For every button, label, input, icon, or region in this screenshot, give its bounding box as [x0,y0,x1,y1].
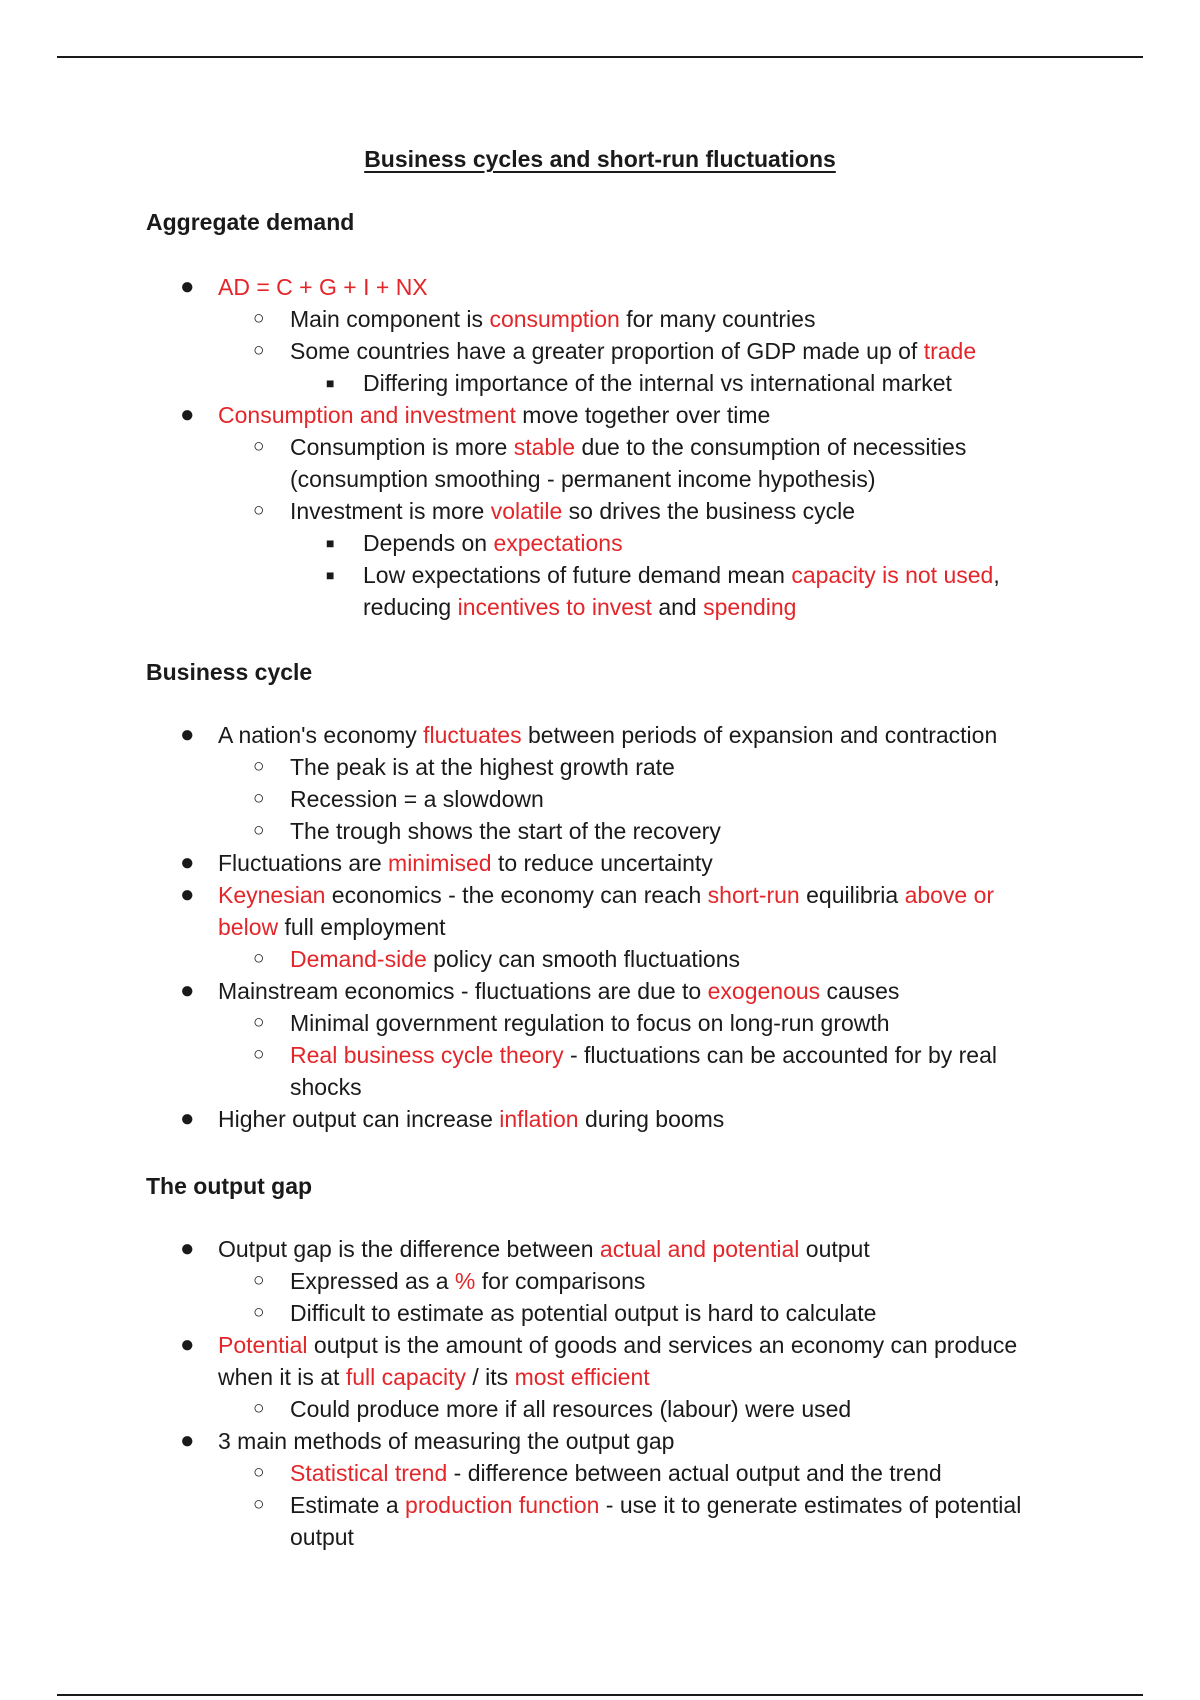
bullet-circle-icon: ○ [253,1302,265,1323]
highlighted-term: Consumption and investment [218,402,516,428]
item-text: to reduce uncertainty [491,850,713,876]
bullet-disc-icon: ● [180,881,195,908]
item-text: 3 main methods of measuring the output gap [218,1428,675,1454]
bullet-disc-icon: ● [180,977,195,1004]
section-heading-output-gap: The output gap [146,1173,313,1199]
list-aggregate-demand [0,271,1200,623]
item-text: - use it to generate estimates of potential output [290,1492,1022,1550]
highlighted-term: expectations [493,530,623,556]
list-item [0,399,1058,431]
list-item [0,975,1058,1007]
item-text: The peak is at the highest growth rate [290,754,675,780]
list-item [0,1425,1058,1457]
highlighted-term: volatile [490,498,563,524]
list-item [0,1489,1050,1553]
bullet-circle-icon: ○ [253,820,265,841]
item-text: Depends on [363,530,494,556]
section-heading-aggregate-demand: Aggregate demand [146,209,355,235]
item-text: move together over time [515,402,771,428]
list-business-cycle [0,719,1200,1135]
bullet-disc-icon: ● [180,1331,195,1358]
item-text: Main component is [290,306,490,332]
highlighted-term: Real business cycle theory [290,1042,564,1068]
bullet-circle-icon: ○ [253,1494,265,1515]
item-text: Could produce more if all resources (labour) were used [290,1396,852,1422]
item-text: Difficult to estimate as potential output is hard to calculate [290,1300,877,1326]
list-item [0,1233,1058,1265]
highlighted-term: incentives to invest [457,594,652,620]
list-item [0,367,1043,399]
list-item [0,943,1050,975]
list-item [0,847,1058,879]
item-text: due to the consumption of necessities (consumption smoothing - permanent income hypothesis) [290,434,967,492]
item-text: Investment is more [290,498,491,524]
bullet-disc-icon: ● [180,1105,195,1132]
list-item [0,303,1050,335]
list-item [0,1039,1050,1103]
highlighted-term: AD = C + G + I + NX [218,274,428,300]
list-item [0,335,1050,367]
bullet-circle-icon: ○ [253,948,265,969]
bullet-circle-icon: ○ [253,1270,265,1291]
item-text: Minimal government regulation to focus on long-run growth [290,1010,890,1036]
list-output-gap [0,1233,1200,1553]
highlighted-term: short-run [707,882,800,908]
item-text: Expressed as a [290,1268,455,1294]
bullet-circle-icon: ○ [253,788,265,809]
highlighted-term: fluctuates [423,722,522,748]
list-item [0,719,1058,751]
highlighted-term: most efficient [514,1364,650,1390]
item-text: policy can smooth fluctuations [426,946,741,972]
bullet-disc-icon: ● [180,273,195,300]
bullet-circle-icon: ○ [253,1012,265,1033]
list-item [0,1329,1058,1393]
bottom-rule [57,1694,1143,1696]
item-text: - difference between actual output and the trend [447,1460,942,1486]
list-item [0,1393,1050,1425]
list-item [0,431,1050,495]
item-text: causes [820,978,900,1004]
item-text: Estimate a [290,1492,406,1518]
item-text: Recession = a slowdown [290,786,544,812]
section-heading-business-cycle: Business cycle [146,659,313,685]
item-text: - fluctuations can be accounted for by real shocks [290,1042,997,1100]
item-text: output [799,1236,870,1262]
bullet-circle-icon: ○ [253,436,265,457]
list-item [0,783,1050,815]
list-item [0,1297,1050,1329]
bullet-circle-icon: ○ [253,500,265,521]
bullet-circle-icon: ○ [253,1044,265,1065]
item-text: so drives the business cycle [562,498,856,524]
item-text: full employment [278,914,446,940]
list-item [0,271,1058,303]
item-text: between periods of expansion and contraction [521,722,998,748]
bullet-square-icon: ■ [326,567,335,583]
item-text: and [651,594,704,620]
list-item [0,879,1058,943]
item-text: output is the amount of goods and services an economy can produce when it is at [218,1332,1018,1390]
top-rule [57,56,1143,58]
item-text: economics - the economy can reach [325,882,708,908]
highlighted-term: above or below [218,882,995,940]
bullet-circle-icon: ○ [253,756,265,777]
item-text: , reducing [363,562,1000,620]
highlighted-term: stable [513,434,576,460]
highlighted-term: production function [405,1492,600,1518]
item-text: Fluctuations are [218,850,389,876]
item-text: Output gap is the difference between [218,1236,600,1262]
highlighted-term: actual and potential [599,1236,800,1262]
bullet-disc-icon: ● [180,1427,195,1454]
item-text: for many countries [619,306,816,332]
list-item [0,1103,1058,1135]
item-text: Mainstream economics - fluctuations are due to [218,978,708,1004]
item-text: equilibria [799,882,905,908]
item-text: Higher output can increase [218,1106,500,1132]
list-item [0,751,1050,783]
bullet-circle-icon: ○ [253,1462,265,1483]
highlighted-term: Potential [218,1332,308,1358]
item-text: Some countries have a greater proportion of GDP made up of [290,338,924,364]
list-item [0,1265,1050,1297]
list-item [0,1457,1050,1489]
bullet-disc-icon: ● [180,849,195,876]
highlighted-term: Demand-side [290,946,427,972]
highlighted-term: trade [923,338,977,364]
list-item [0,815,1050,847]
bullet-disc-icon: ● [180,721,195,748]
highlighted-term: % [454,1268,476,1294]
list-item [0,1007,1050,1039]
bullet-circle-icon: ○ [253,340,265,361]
item-text: Low expectations of future demand mean [363,562,792,588]
highlighted-term: spending [703,594,797,620]
list-item [0,527,1043,559]
bullet-disc-icon: ● [180,1235,195,1262]
bullet-circle-icon: ○ [253,308,265,329]
item-text: Differing importance of the internal vs international market [363,370,952,396]
bullet-disc-icon: ● [180,401,195,428]
highlighted-term: Statistical trend [290,1460,448,1486]
bullet-square-icon: ■ [326,535,335,551]
highlighted-term: exogenous [707,978,821,1004]
item-text: The trough shows the start of the recovery [290,818,721,844]
highlighted-term: Keynesian [218,882,326,908]
bullet-square-icon: ■ [326,375,335,391]
list-item [0,559,1043,623]
item-text: for comparisons [475,1268,646,1294]
item-text: / its [466,1364,515,1390]
highlighted-term: minimised [388,850,492,876]
page-title: Business cycles and short-run fluctuations [364,146,836,172]
list-item [0,495,1050,527]
highlighted-term: consumption [489,306,620,332]
highlighted-term: full capacity [345,1364,467,1390]
item-text: A nation's economy [218,722,424,748]
bullet-circle-icon: ○ [253,1398,265,1419]
highlighted-term: inflation [499,1106,579,1132]
item-text: during booms [578,1106,725,1132]
highlighted-term: capacity is not used [791,562,994,588]
item-text: Consumption is more [290,434,514,460]
